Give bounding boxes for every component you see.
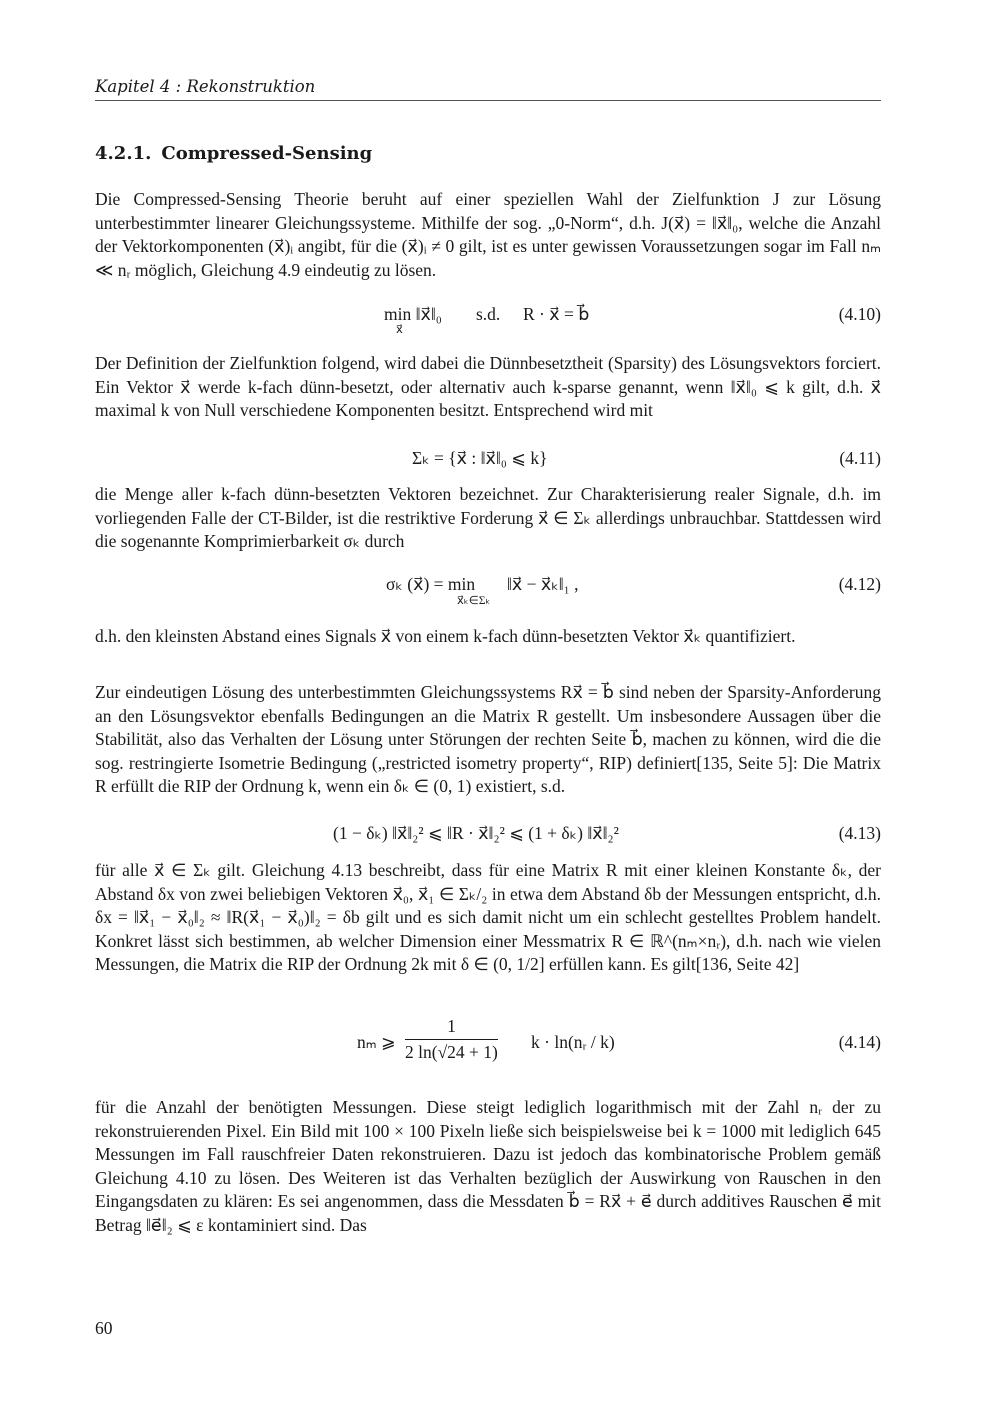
paragraph-2: Der Definition der Zielfunktion folgend, wird dabei die Dünnbesetztheit (Sparsity) des Lösungsvektors forciert. Ein Vektor x⃗ werde k-fach dünn-besetzt, oder alternativ auch k-sparse genannt, wenn ‖x⃗‖₀ ⩽ k gilt, d.h. x⃗ maximal k von Null verschiedene Komponenten besitzt. Entsprechend wird mit [95, 353, 881, 421]
running-head: Kapitel 4 : Rekonstruktion [95, 77, 881, 101]
eq-4-13-number: (4.13) [838, 823, 881, 843]
paragraph-1: Die Compressed-Sensing Theorie beruht auf einer speziellen Wahl der Zielfunktion J zur Lösung unterbestimmter linearer Gleichungssysteme. Mithilfe der sog. „0-Norm“, d.h. J(x⃗) = ‖x⃗‖₀, welche die Anzahl der Vektorkomponenten (x⃗)ᵢ angibt, für die (x⃗)ᵢ ≠ 0 gilt, ist es unter gewissen Voraussetzungen sogar im Fall nₘ ≪ nᵣ möglich, Gleichung 4.9 eindeutig zu lösen. [95, 189, 881, 280]
eq-4-14-denominator: 2 ln(√24 + 1) [405, 1042, 498, 1062]
equation-4-14 [95, 1016, 881, 1078]
eq-4-12-rhs: ‖x⃗ − x⃗ₖ‖₁ , [507, 574, 579, 594]
eq-4-10-cond: s.d. [476, 304, 501, 324]
page-number: 60 [95, 1318, 113, 1338]
eq-4-14-rhs: k · ln(nᵣ / k) [531, 1032, 615, 1052]
eq-4-14-lhs: nₘ ⩾ [357, 1032, 396, 1052]
section-title: Compressed-Sensing [161, 143, 373, 164]
eq-4-11-body: Σₖ = {x⃗ : ‖x⃗‖₀ ⩽ k} [412, 448, 548, 468]
eq-4-10-under: x⃗ [396, 324, 403, 336]
eq-4-12-number: (4.12) [838, 574, 881, 594]
eq-4-10-number: (4.10) [838, 304, 881, 324]
eq-4-14-fraction [405, 1016, 498, 1063]
equation-4-11 [95, 448, 881, 488]
paragraph-7: für die Anzahl der benötigten Messungen. Diese steigt lediglich logarithmisch mit der Zahl nᵣ der zu rekonstruierenden Pixel. Ein Bild mit 100 × 100 Pixeln ließe sich beispielsweise bei k = 1000 mit lediglich 645 Messungen im Fall rauschfreier Daten rekonstruieren. Dazu ist jedoch das kombinatorische Problem gemäß Gleichung 4.10 zu lösen. Des Weiteren ist das Verhalten bezüglich der Auswirkung von Rauschen in den Eingangsdaten zu klären: Es sei angenommen, dass die Messdaten b⃗ = Rx⃗ + e⃗ durch additives Rauschen e⃗ mit Betrag ‖e⃗‖₂ ⩽ ε kontaminiert sind. Das [95, 1097, 881, 1235]
eq-4-12-lhs: σₖ (x⃗) = min [386, 574, 476, 594]
section-heading [95, 143, 372, 164]
section-number: 4.2.1. [95, 143, 152, 164]
eq-4-10-lhs: min ‖x⃗‖₀ [384, 304, 442, 324]
equation-4-13 [95, 823, 881, 863]
eq-4-11-number: (4.11) [839, 448, 881, 468]
eq-4-13-body: (1 − δₖ) ‖x⃗‖₂² ⩽ ‖R · x⃗‖₂² ⩽ (1 + δₖ) ‖x⃗‖₂² [333, 823, 619, 843]
paragraph-5: Zur eindeutigen Lösung des unterbestimmten Gleichungssystems Rx⃗ = b⃗ sind neben der Sparsity-Anforderung an den Lösungsvektor ebenfalls Bedingungen an die Matrix R gestellt. Um insbesondere Aussagen über die Stabilität, also das Verhalten der Lösung unter Störungen der rechten Seite b⃗, machen zu können, wird die die sog. restringierte Isometrie Bedingung („restricted isometry property“, RIP) definiert[135, Seite 5]: Die Matrix R erfüllt die RIP der Ordnung k, wenn ein δₖ ∈ (0, 1) existiert, s.d. [95, 682, 881, 797]
paragraph-3: die Menge aller k-fach dünn-besetzten Vektoren bezeichnet. Zur Charakterisierung realer Signale, d.h. im vorliegenden Falle der CT-Bilder, ist die restriktive Forderung x⃗ ∈ Σₖ allerdings unbrauchbar. Stattdessen wird die sogenannte Komprimierbarkeit σₖ durch [95, 484, 881, 552]
paragraph-6: für alle x⃗ ∈ Σₖ gilt. Gleichung 4.13 beschreibt, dass für eine Matrix R mit einer kleinen Konstante δₖ, der Abstand δx von zwei beliebigen Vektoren x⃗₀, x⃗₁ ∈ Σₖ/₂ in etwa dem Abstand δb der Messungen entspricht, d.h. δx = ‖x⃗₁ − x⃗₀‖₂ ≈ ‖R(x⃗₁ − x⃗₀)‖₂ = δb gilt und es sich damit nicht um ein schlecht gestelltes Problem handelt. Konkret lässt sich bestimmen, ab welcher Dimension einer Messmatrix R ∈ ℝ^(nₘ×nᵣ), d.h. nach wie vielen Messungen, die Matrix die RIP der Ordnung 2k mit δ ∈ (0, 1/2] erfüllen kann. Es gilt[136, Seite 42] [95, 860, 881, 975]
eq-4-10-rhs: R · x⃗ = b⃗ [523, 304, 590, 324]
eq-4-14-number: (4.14) [838, 1032, 881, 1052]
paragraph-4: d.h. den kleinsten Abstand eines Signals x⃗ von einem k-fach dünn-besetzten Vektor x⃗ₖ quantifiziert. [95, 626, 796, 646]
equation-4-10 [95, 304, 881, 344]
equation-4-12 [95, 574, 881, 614]
eq-4-14-numerator: 1 [405, 1016, 498, 1040]
eq-4-12-under: x⃗ₖ∈Σₖ [457, 595, 491, 607]
